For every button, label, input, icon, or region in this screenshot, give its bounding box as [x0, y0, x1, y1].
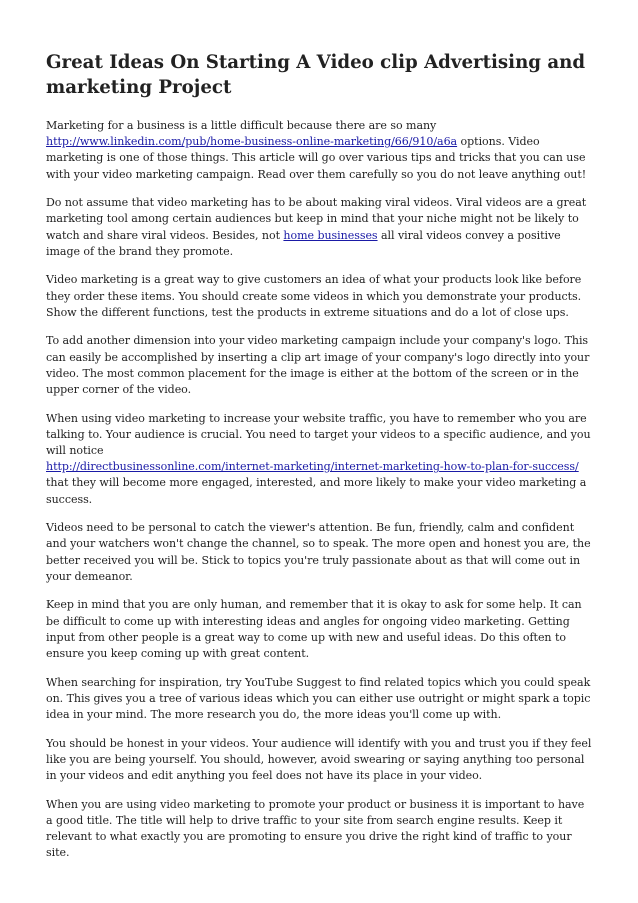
- linkedin-link[interactable]: http://www.linkedin.com/pub/home-business-online-marketing/66/910/a6a: [46, 135, 458, 149]
- paragraph-2-text-after: all viral videos convey a positive image of the brand they promote.: [46, 228, 561, 258]
- paragraph-2: [46, 195, 594, 260]
- paragraph-8: When searching for inspiration, try YouTube Suggest to find related topics which you could speak on. This gives you a tree of various ideas which you can either use outright or might spark a topic idea in your mind. The more research you do, the more ideas you'll come up with.: [46, 675, 591, 722]
- paragraph-4: To add another dimension into your video marketing campaign include your company's logo. This can easily be accomplished by inserting a clip art image of your company's logo directly into your video. The most common placement for the image is either at the bottom of the screen or in the upper corner of the video.: [46, 334, 590, 397]
- paragraph-2-text-before: Do not assume that video marketing has to be about making viral videos. Viral videos are a great marketing tool among certain audiences but keep in mind that your niche might not be likely to watch and share viral videos. Besides, not: [46, 196, 587, 242]
- paragraph-10: When you are using video marketing to promote your product or business it is important to have a good title. The title will help to drive traffic to your site from search engine results. Keep it relevant to what exactly you are promoting to ensure you drive the right kind of traffic to your site.: [46, 797, 585, 860]
- paragraph-1: [46, 118, 594, 183]
- paragraph-5: [46, 411, 594, 508]
- directbusinessonline-link[interactable]: http://directbusinessonline.com/internet-marketing/internet-marketing-how-to-plan-for-success/: [46, 460, 579, 474]
- page-title: Great Ideas On Starting A Video clip Advertising and marketing Project: [46, 52, 586, 98]
- home-businesses-link[interactable]: home businesses: [283, 228, 378, 242]
- paragraph-7: Keep in mind that you are only human, and remember that it is okay to ask for some help. It can be difficult to come up with interesting ideas and angles for ongoing video marketing. Getting input from other people is a great way to come up with new and useful ideas. Do this often to ensure you keep coming up with great content.: [46, 598, 582, 661]
- paragraph-9: You should be honest in your videos. Your audience will identify with you and trust you if they feel like you are being yourself. You should, however, avoid swearing or saying anything too personal in your videos and edit anything you feel does not have its place in your video.: [46, 736, 592, 783]
- paragraph-1-text-before: Marketing for a business is a little difficult because there are so many: [46, 119, 437, 132]
- paragraph-5-text-before: When using video marketing to increase your website traffic, you have to remember who you are talking to. Your audience is crucial. You need to target your videos to a specific audience, and you will notice: [46, 411, 591, 458]
- paragraph-3: Video marketing is a great way to give customers an idea of what your products look like before they order these items. You should create some videos in which you demonstrate your products. Show the different functions, test the products in extreme situations and do a lot of close ups.: [46, 273, 582, 319]
- paragraph-5-text-after: that they will become more engaged, interested, and more likely to make your video marketing a success.: [46, 476, 587, 506]
- paragraph-1-text-after: options. Video marketing is one of those things. This article will go over various tips and tricks that you can use with your video marketing campaign. Read over them carefully so you do not leave anything out!: [46, 135, 587, 181]
- document-page: [46, 50, 594, 874]
- paragraph-6: Videos need to be personal to catch the viewer's attention. Be fun, friendly, calm and confident and your watchers won't change the channel, so to speak. The more open and honest you are, the better received you will be. Stick to topics you're truly passionate about as that will come out in your demeanor.: [46, 521, 591, 583]
